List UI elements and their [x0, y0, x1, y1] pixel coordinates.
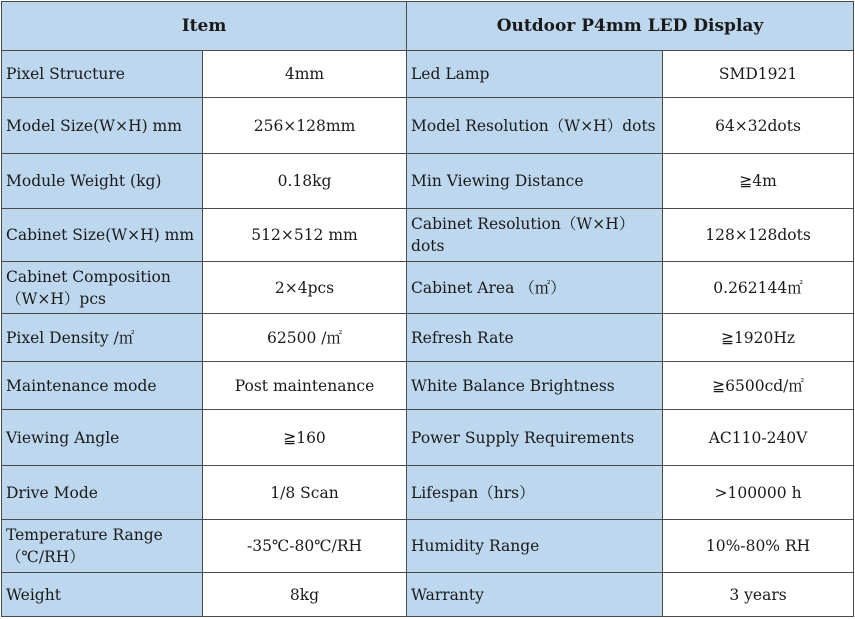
spec-label: Led Lamp — [407, 51, 663, 98]
spec-value: 10%-80% RH — [663, 520, 854, 573]
spec-label: Temperature Range（℃/RH） — [2, 520, 203, 573]
spec-label: Module Weight (kg) — [2, 154, 203, 209]
spec-value: 128×128dots — [663, 209, 854, 262]
spec-value: 1/8 Scan — [203, 466, 407, 520]
table-row — [2, 573, 854, 617]
spec-label: Model Size(W×H) mm — [2, 98, 203, 154]
spec-value: 64×32dots — [663, 98, 854, 154]
spec-label: Viewing Angle — [2, 410, 203, 466]
spec-value: AC110-240V — [663, 410, 854, 466]
spec-value: 0.262144㎡ — [663, 262, 854, 314]
table-header-row — [2, 2, 854, 51]
table-row — [2, 314, 854, 362]
spec-label: Lifespan（hrs） — [407, 466, 663, 520]
spec-value: ≧6500cd/㎡ — [663, 362, 854, 410]
table-row — [2, 209, 854, 262]
spec-value: 3 years — [663, 573, 854, 617]
spec-label: Pixel Structure — [2, 51, 203, 98]
spec-label: Cabinet Area （㎡） — [407, 262, 663, 314]
spec-value: 512×512 mm — [203, 209, 407, 262]
spec-value: 4mm — [203, 51, 407, 98]
table-row — [2, 51, 854, 98]
spec-label: Pixel Density /㎡ — [2, 314, 203, 362]
spec-label: White Balance Brightness — [407, 362, 663, 410]
spec-label: Drive Mode — [2, 466, 203, 520]
spec-value: SMD1921 — [663, 51, 854, 98]
spec-value: 0.18kg — [203, 154, 407, 209]
spec-value: 8kg — [203, 573, 407, 617]
spec-value: ≧1920Hz — [663, 314, 854, 362]
table-row — [2, 362, 854, 410]
spec-value: -35℃-80℃/RH — [203, 520, 407, 573]
header-product: Outdoor P4mm LED Display — [407, 2, 854, 51]
table-row — [2, 262, 854, 314]
table-row — [2, 410, 854, 466]
spec-value: 256×128mm — [203, 98, 407, 154]
spec-label: Maintenance mode — [2, 362, 203, 410]
spec-label: Cabinet Composition（W×H）pcs — [2, 262, 203, 314]
table-row — [2, 98, 854, 154]
spec-value: 2×4pcs — [203, 262, 407, 314]
spec-label: Humidity Range — [407, 520, 663, 573]
spec-value: ≧160 — [203, 410, 407, 466]
spec-label: Cabinet Resolution（W×H）dots — [407, 209, 663, 262]
table-row — [2, 466, 854, 520]
table-row — [2, 154, 854, 209]
spec-value: >100000 h — [663, 466, 854, 520]
spec-label: Weight — [2, 573, 203, 617]
spec-value: 62500 /㎡ — [203, 314, 407, 362]
spec-label: Model Resolution（W×H）dots — [407, 98, 663, 154]
spec-label: Warranty — [407, 573, 663, 617]
spec-value: Post maintenance — [203, 362, 407, 410]
spec-label: Cabinet Size(W×H) mm — [2, 209, 203, 262]
spec-label: Power Supply Requirements — [407, 410, 663, 466]
spec-table — [1, 1, 854, 617]
spec-label: Min Viewing Distance — [407, 154, 663, 209]
spec-label: Refresh Rate — [407, 314, 663, 362]
spec-value: ≧4m — [663, 154, 854, 209]
header-item: Item — [2, 2, 407, 51]
table-row — [2, 520, 854, 573]
